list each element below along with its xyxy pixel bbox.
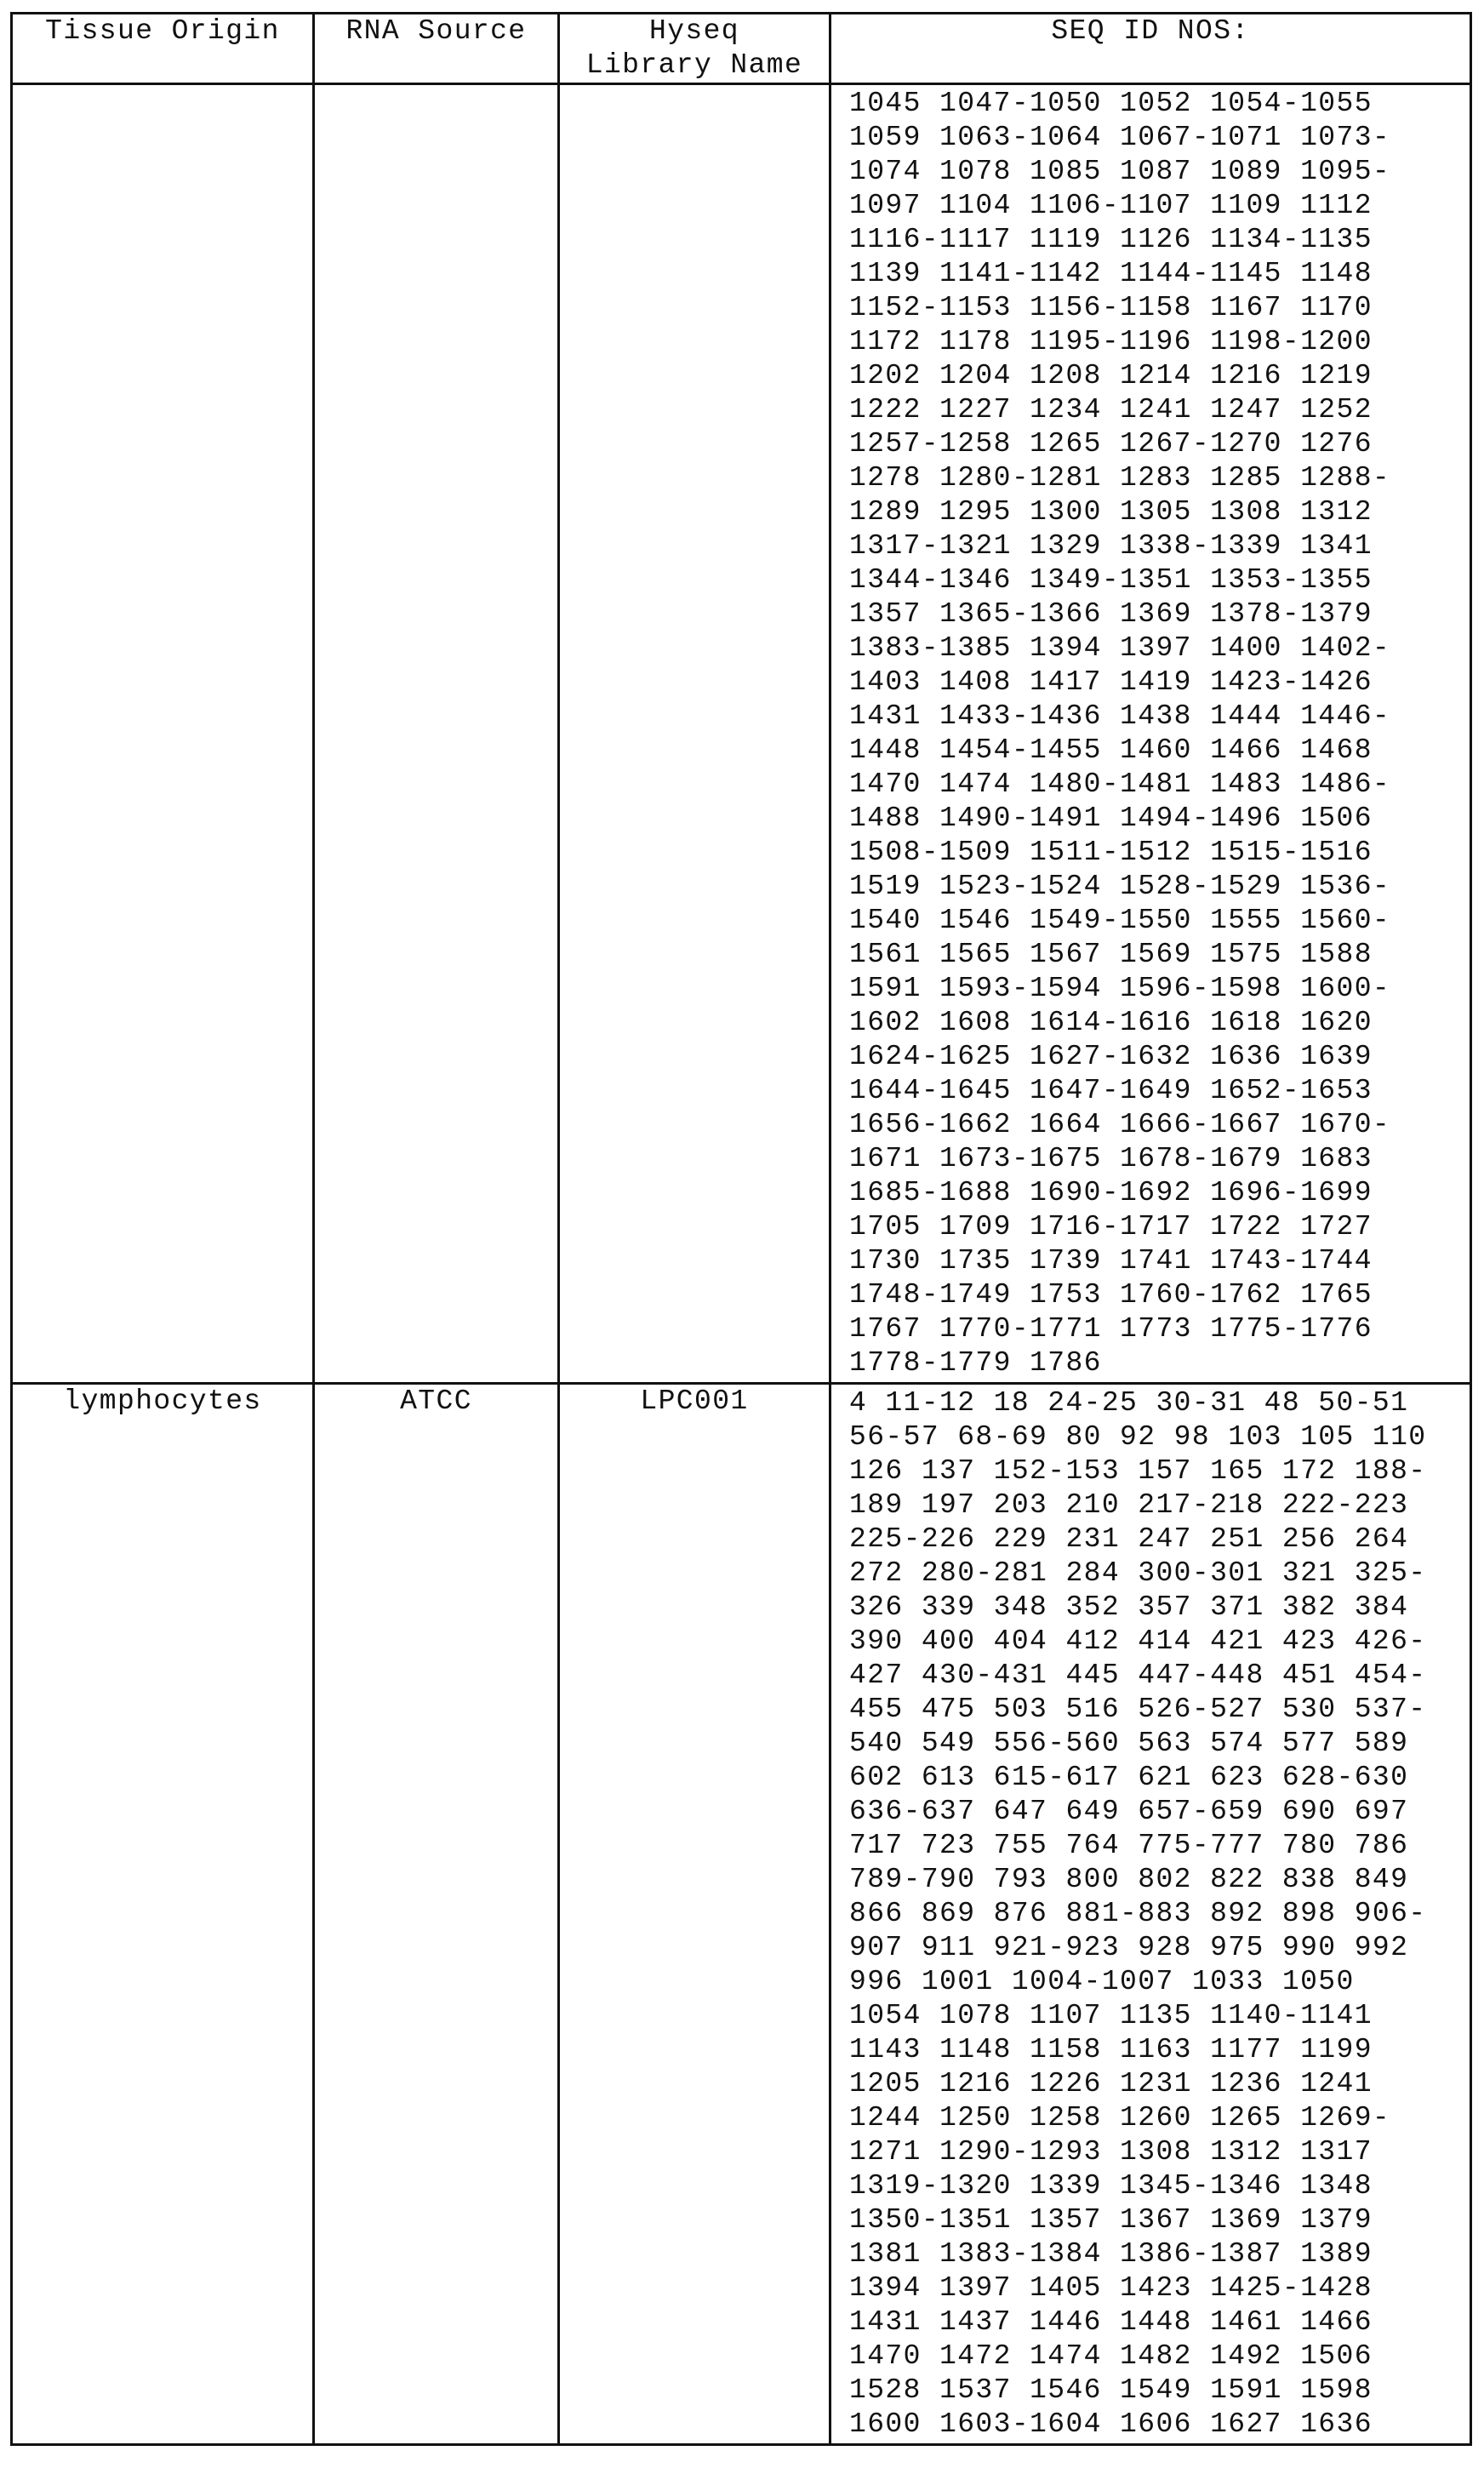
seq-id-line: 1350-1351 1357 1367 1369 1379: [849, 2204, 1373, 2236]
seq-id-line: 1448 1454-1455 1460 1466 1468: [849, 734, 1373, 766]
seq-id-table: [10, 12, 1472, 2446]
seq-id-line: 866 869 876 881-883 892 898 906-: [849, 1898, 1427, 1929]
seq-id-line: 996 1001 1004-1007 1033 1050: [849, 1966, 1355, 1997]
seq-id-line: 1344-1346 1349-1351 1353-1355: [849, 564, 1373, 596]
seq-id-line: 1271 1290-1293 1308 1312 1317: [849, 2136, 1373, 2168]
seq-id-line: 56-57 68-69 80 92 98 103 105 110: [849, 1421, 1427, 1453]
seq-id-line: 1671 1673-1675 1678-1679 1683: [849, 1143, 1373, 1174]
seq-id-line: 4 11-12 18 24-25 30-31 48 50-51: [849, 1387, 1409, 1419]
seq-id-line: 326 339 348 352 357 371 382 384: [849, 1591, 1409, 1623]
seq-id-line: 1685-1688 1690-1692 1696-1699: [849, 1177, 1373, 1208]
header-seq-id-nos: SEQ ID NOS:: [830, 14, 1471, 84]
seq-id-line: 1357 1365-1366 1369 1378-1379: [849, 598, 1373, 630]
seq-id-line: 1470 1472 1474 1482 1492 1506: [849, 2340, 1373, 2372]
seq-id-line: 1257-1258 1265 1267-1270 1276: [849, 428, 1373, 460]
seq-id-line: 1278 1280-1281 1283 1285 1288-: [849, 462, 1391, 494]
seq-id-line: 1624-1625 1627-1632 1636 1639: [849, 1041, 1373, 1072]
seq-id-line: 1600 1603-1604 1606 1627 1636: [849, 2408, 1373, 2440]
seq-id-line: 1202 1204 1208 1214 1216 1219: [849, 360, 1373, 391]
seq-id-line: 189 197 203 210 217-218 222-223: [849, 1489, 1409, 1521]
seq-id-line: 1431 1437 1446 1448 1461 1466: [849, 2306, 1373, 2338]
seq-id-line: 427 430-431 445 447-448 451 454-: [849, 1660, 1427, 1691]
seq-id-line: 126 137 152-153 157 165 172 188-: [849, 1455, 1427, 1487]
seq-id-line: 1656-1662 1664 1666-1667 1670-: [849, 1109, 1391, 1140]
header-library-name: [559, 14, 830, 84]
seq-id-line: 1778-1779 1786: [849, 1347, 1102, 1379]
header-rna-source: RNA Source: [314, 14, 559, 84]
seq-id-line: 1222 1227 1234 1241 1247 1252: [849, 394, 1373, 426]
seq-id-line: 1059 1063-1064 1067-1071 1073-: [849, 122, 1391, 153]
seq-id-line: 1045 1047-1050 1052 1054-1055: [849, 88, 1373, 119]
seq-id-line: 540 549 556-560 563 574 577 589: [849, 1728, 1409, 1759]
table-row: [12, 84, 1471, 1384]
seq-id-line: 1488 1490-1491 1494-1496 1506: [849, 803, 1373, 834]
seq-id-line: 225-226 229 231 247 251 256 264: [849, 1523, 1409, 1555]
cell-tissue-origin: lymphocytes: [12, 1384, 314, 2445]
seq-id-line: 1394 1397 1405 1423 1425-1428: [849, 2272, 1373, 2304]
seq-id-line: 1317-1321 1329 1338-1339 1341: [849, 530, 1373, 562]
seq-id-line: 1540 1546 1549-1550 1555 1560-: [849, 905, 1391, 936]
seq-id-line: 1705 1709 1716-1717 1722 1727: [849, 1211, 1373, 1243]
seq-id-line: 272 280-281 284 300-301 321 325-: [849, 1557, 1427, 1589]
seq-id-line: 1403 1408 1417 1419 1423-1426: [849, 666, 1373, 698]
seq-id-line: 1097 1104 1106-1107 1109 1112: [849, 190, 1373, 221]
header-tissue-origin: Tissue Origin: [12, 14, 314, 84]
seq-id-line: 1431 1433-1436 1438 1444 1446-: [849, 700, 1391, 732]
header-library-name-line2: Library Name: [585, 49, 803, 81]
seq-id-line: 1748-1749 1753 1760-1762 1765: [849, 1279, 1373, 1311]
seq-id-line: 1054 1078 1107 1135 1140-1141: [849, 2000, 1373, 2031]
seq-id-line: 1143 1148 1158 1163 1177 1199: [849, 2034, 1373, 2065]
cell-seq-id-nos: [830, 1384, 1471, 2445]
table-header-row: [12, 14, 1471, 84]
seq-id-line: 1139 1141-1142 1144-1145 1148: [849, 258, 1373, 289]
seq-id-line: 1172 1178 1195-1196 1198-1200: [849, 326, 1373, 357]
seq-id-line: 1381 1383-1384 1386-1387 1389: [849, 2238, 1373, 2270]
seq-id-line: 636-637 647 649 657-659 690 697: [849, 1796, 1409, 1827]
seq-id-line: 1602 1608 1614-1616 1618 1620: [849, 1007, 1373, 1038]
seq-id-line: 1519 1523-1524 1528-1529 1536-: [849, 871, 1391, 902]
cell-library-name: LPC001: [559, 1384, 830, 2445]
cell-seq-id-nos: [830, 84, 1471, 1384]
cell-rna-source: ATCC: [314, 1384, 559, 2445]
seq-id-line: 1152-1153 1156-1158 1167 1170: [849, 292, 1373, 323]
seq-id-line: 1767 1770-1771 1773 1775-1776: [849, 1313, 1373, 1345]
seq-id-line: 1591 1593-1594 1596-1598 1600-: [849, 973, 1391, 1004]
seq-id-line: 1074 1078 1085 1087 1089 1095-: [849, 156, 1391, 187]
seq-id-line: 1116-1117 1119 1126 1134-1135: [849, 224, 1373, 255]
seq-id-line: 907 911 921-923 928 975 990 992: [849, 1932, 1409, 1963]
table-row: [12, 1384, 1471, 2445]
seq-id-line: 1528 1537 1546 1549 1591 1598: [849, 2374, 1373, 2406]
seq-id-line: 1205 1216 1226 1231 1236 1241: [849, 2068, 1373, 2100]
seq-id-line: 455 475 503 516 526-527 530 537-: [849, 1694, 1427, 1725]
cell-library-name: [559, 84, 830, 1384]
table-body: [12, 84, 1471, 2445]
seq-id-line: 717 723 755 764 775-777 780 786: [849, 1830, 1409, 1861]
seq-id-line: 602 613 615-617 621 623 628-630: [849, 1762, 1409, 1793]
seq-id-line: 1508-1509 1511-1512 1515-1516: [849, 837, 1373, 868]
header-library-name-line1: Hyseq: [648, 15, 740, 47]
seq-id-line: 1644-1645 1647-1649 1652-1653: [849, 1075, 1373, 1106]
seq-id-line: 390 400 404 412 414 421 423 426-: [849, 1625, 1427, 1657]
seq-id-line: 1289 1295 1300 1305 1308 1312: [849, 496, 1373, 528]
cell-rna-source: [314, 84, 559, 1384]
cell-tissue-origin: [12, 84, 314, 1384]
seq-id-line: 1470 1474 1480-1481 1483 1486-: [849, 768, 1391, 800]
seq-id-line: 1383-1385 1394 1397 1400 1402-: [849, 632, 1391, 664]
seq-id-line: 789-790 793 800 802 822 838 849: [849, 1864, 1409, 1895]
seq-id-line: 1319-1320 1339 1345-1346 1348: [849, 2170, 1373, 2202]
seq-id-line: 1561 1565 1567 1569 1575 1588: [849, 939, 1373, 970]
seq-id-line: 1730 1735 1739 1741 1743-1744: [849, 1245, 1373, 1277]
seq-id-line: 1244 1250 1258 1260 1265 1269-: [849, 2102, 1391, 2134]
